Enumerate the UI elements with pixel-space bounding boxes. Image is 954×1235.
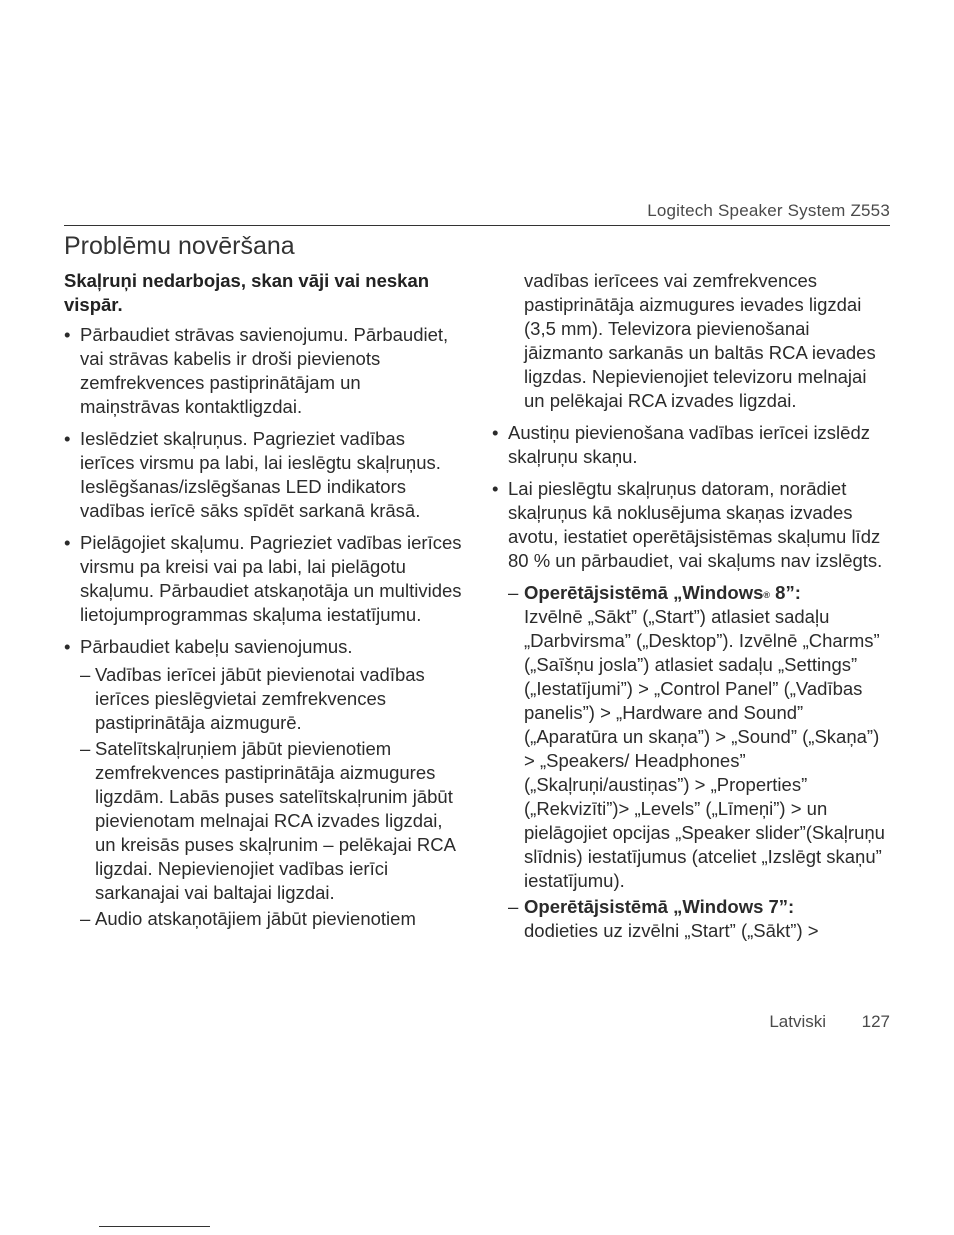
dash-mark: – [80,908,91,929]
header-product-name: Logitech Speaker System Z553 [647,201,890,220]
left-column [64,269,464,933]
windows-7-text: dodieties uz izvēlni „Start” („Sākt”) > [524,920,819,941]
windows-7-instructions [492,895,892,943]
header-divider [64,225,890,226]
list-item [64,635,464,659]
section-subheading: Skaļruņi nedarbojas, skan vāji vai neskan vispār. [64,270,430,315]
dash-mark: – [508,582,519,603]
list-item-text: Lai pieslēgtu skaļruņus datoram, norādiet skaļruņus kā noklusējuma skaņas izvades avotu, iestatiet operētājsistēmas skaļumu līdz 80 % un pārbaudiet, vai skaļums nav izslēgts. [508,478,883,571]
sub-list-item-text: Satelītskaļruņiem jābūt pievienotiem zemfrekvences pastiprinātāja aizmugures ligzdām. Labās puses satelītskaļrunim jābūt pievienotam melnajai RCA izvades ligzdai, un kreisās puses skaļrunim – pelēkajai RCA ligzdai. Nepievienojiet vadības ierīci sarkanajai vai baltajai ligzdai. [95,738,455,903]
list-item [492,421,892,469]
list-item [64,531,464,627]
page-title: Problēmu novēršana [64,232,295,260]
list-item-text: Pielāgojiet skaļumu. Pagrieziet vadības ierīces virsmu pa kreisi vai pa labi, lai pielāgotu skaļumu. Pārbaudiet atskaņotāja un multivides lietojumprogrammas skaļuma iestatījumu. [80,532,462,625]
list-item-text: Pārbaudiet strāvas savienojumu. Pārbaudiet, vai strāvas kabelis ir droši pievienots zemfrekvences pastiprinātājam un maiņstrāvas kontaktligzdai. [80,324,449,417]
windows-7-label: Operētājsistēmā „Windows 7”: [524,896,795,917]
sub-list-item [64,737,464,905]
continued-text: vadības ierīcees vai zemfrekvences pastiprinātāja aizmugures ievades ligzdai (3,5 mm). Televizora pievienošanai jāizmanto sarkanās un baltās RCA ievades ligzdas. Nepievienojiet televizoru melnajai un pelēkajai RCA izvades ligzdai. [524,270,876,411]
footer-language: Latviski [769,1012,826,1031]
sub-list-item [64,907,464,931]
windows-8-label: Operētājsistēmā „Windows® 8”: [524,582,801,603]
right-column [492,269,892,945]
page-number: 127 [861,1012,890,1031]
bottom-divider [99,1226,210,1227]
bullet-mark: • [64,428,71,449]
dash-mark: – [80,664,91,685]
sub-list-item [64,663,464,735]
list-item-text: Austiņu pievienošana vadības ierīcei izslēdz skaļruņu skaņu. [508,422,870,467]
windows-8-instructions [492,581,892,893]
dash-mark: – [508,896,519,917]
list-item-text: Ieslēdziet skaļruņus. Pagrieziet vadības ierīces virsmu pa labi, lai ieslēgtu skaļruņus. Ieslēgšanas/izslēgšanas LED indikators vadības ierīcē sāks spīdēt sarkanā krāsā. [80,428,441,521]
registered-mark: ® [763,590,771,600]
bullet-mark: • [492,478,499,499]
sub-list-item-text: Vadības ierīcei jābūt pievienotai vadības ierīces pieslēgvietai zemfrekvences pastiprinātāja aizmugurē. [95,664,425,733]
list-item [64,323,464,419]
bullet-mark: • [64,324,71,345]
list-item [64,427,464,523]
dash-mark: – [80,738,91,759]
list-item-text: Pārbaudiet kabeļu savienojumus. [80,636,353,657]
sub-list-item-text: Audio atskaņotājiem jābūt pievienotiem [95,908,416,929]
bullet-mark: • [64,532,71,553]
bullet-mark: • [492,422,499,443]
list-item [492,477,892,573]
bullet-mark: • [64,636,71,657]
windows-8-text: Izvēlnē „Sākt” („Start”) atlasiet sadaļu „Darbvirsma” („Desktop”). Izvēlnē „Charms” („Saīšņu josla”) atlasiet sadaļu „Settings” („Iestatījumi”) > „Control Panel” („Vadības panelis”) > „Hardware and Sound” („Aparatūra un skaņa”) > „Sound” („Skaņa”) > „Speakers/ Headphones” („Skaļruņi/austiņas”) > „Properties” („Rekvizīti”)> „Levels” („Līmeņi”) > un pielāgojiet opcijas „Speaker slider”(Skaļruņu slīdnis) iestatījumus (atceliet „Izslēgt skaņu” iestatījumu). [524,606,885,891]
